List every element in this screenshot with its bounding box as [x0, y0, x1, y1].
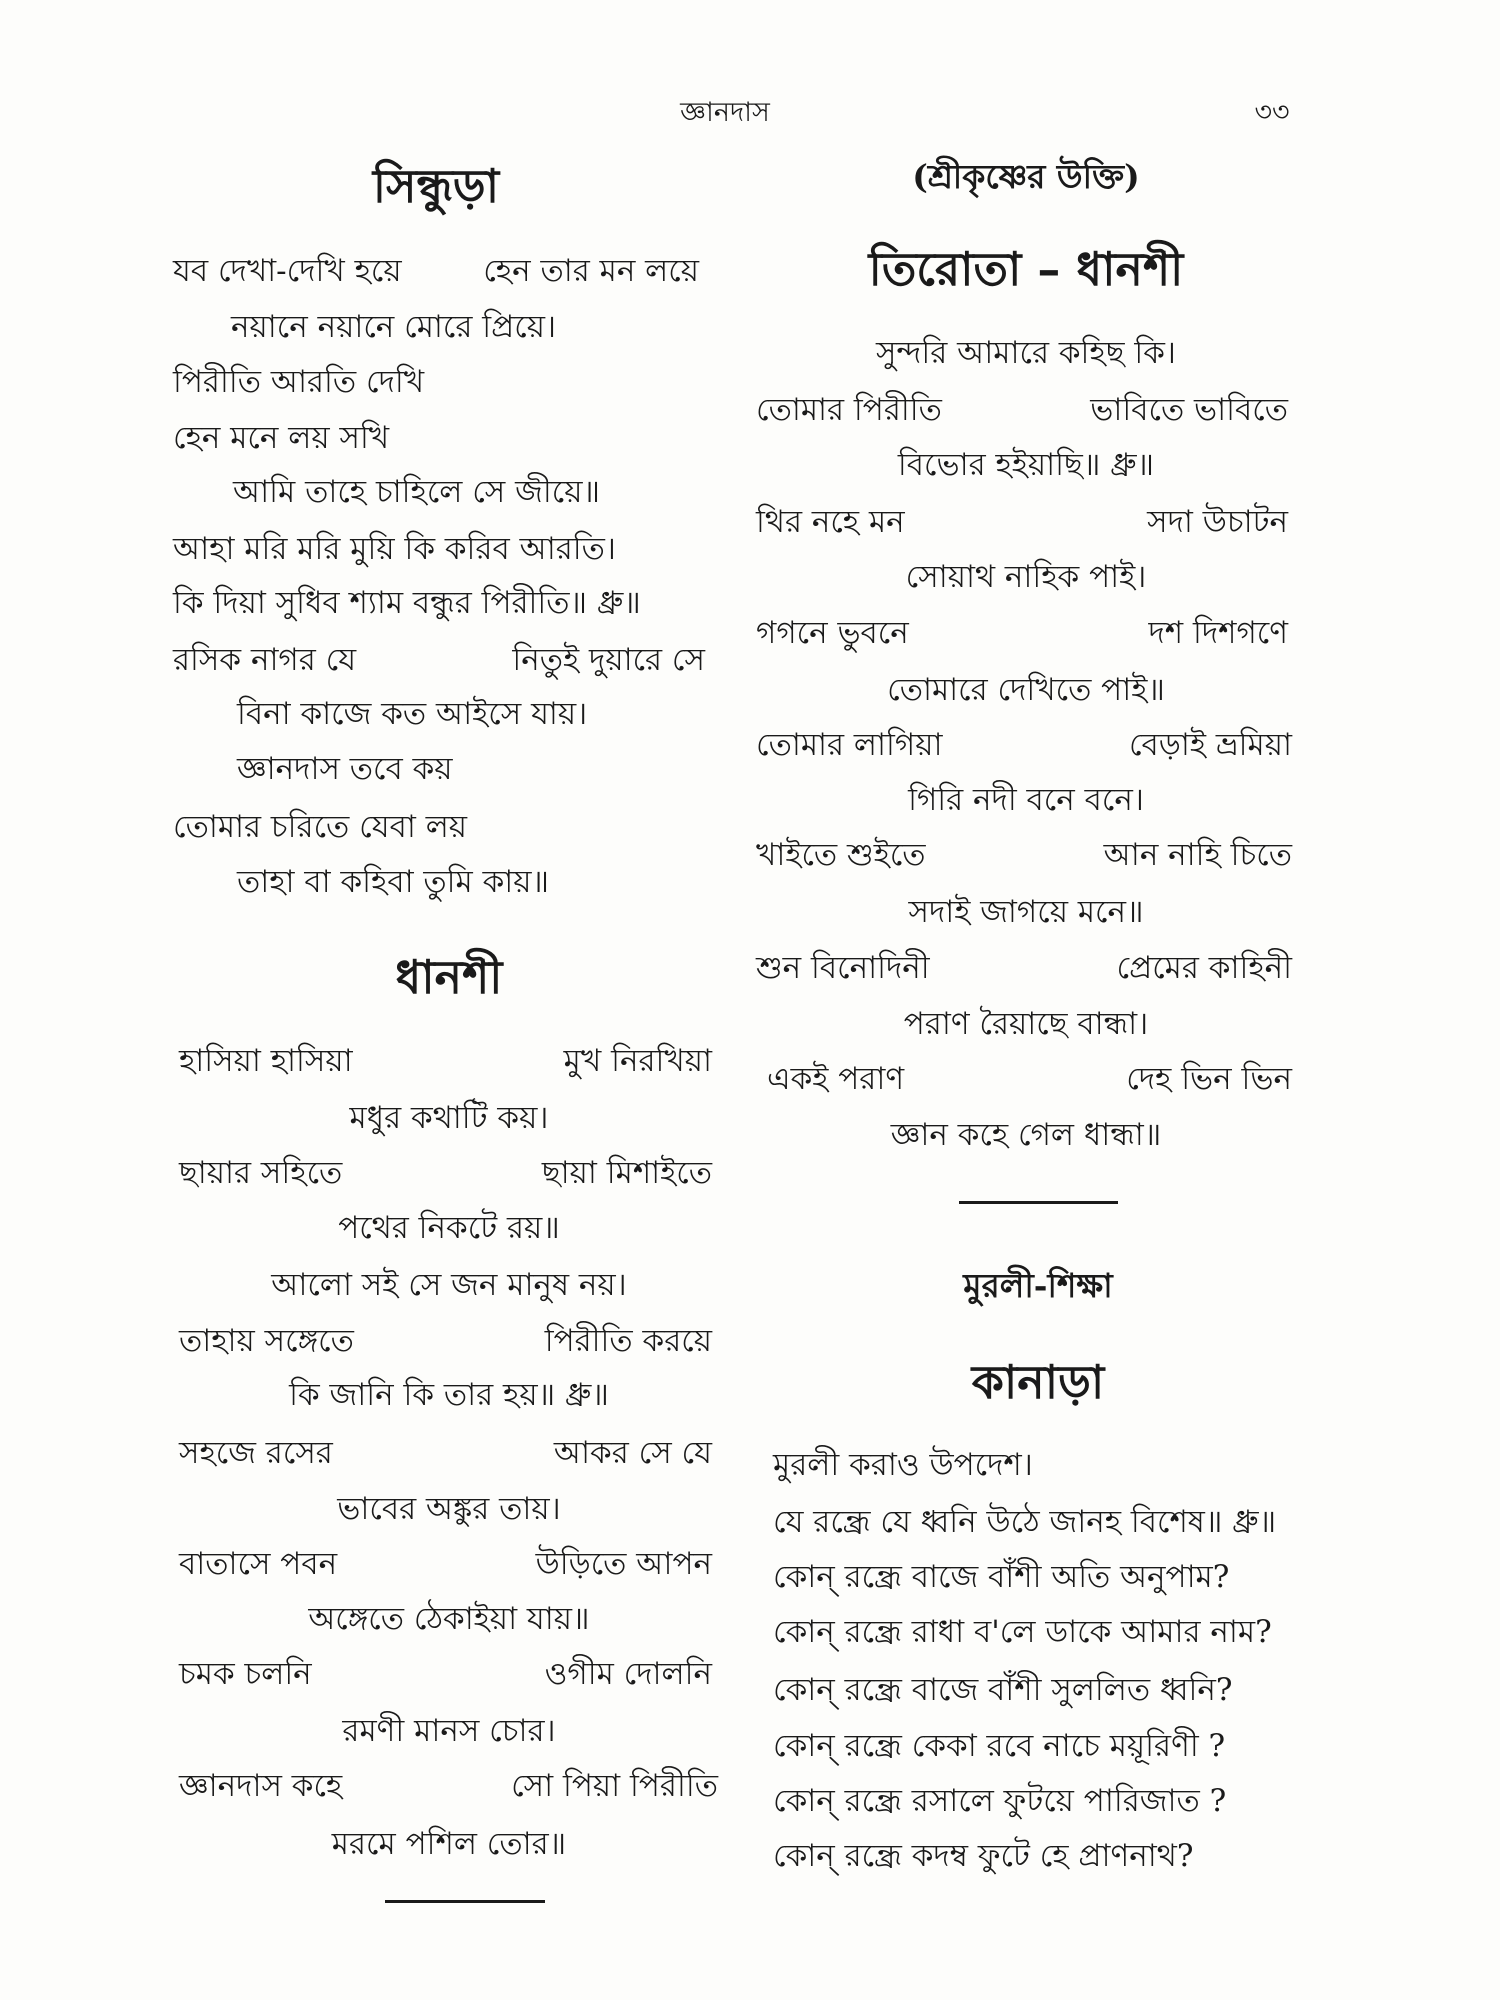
- verse-line: সদাই জাগয়ে মনে॥: [908, 894, 1144, 930]
- verse-line-first-half: সহজে রসের: [179, 1435, 333, 1471]
- section-subtitle: মুরলী-শিক্ষা: [963, 1266, 1113, 1305]
- verse-line-first-half: বাতাসে পবন: [179, 1546, 338, 1582]
- verse-line-first-half: খাইতে শুইতে: [756, 837, 926, 873]
- verse-line-first-half: রসিক নাগর যে: [173, 642, 357, 678]
- section-divider: [959, 1201, 1118, 1204]
- verse-line: কোন্ রন্ধ্রে কেকা রবে নাচে ময়ূরিণী ?: [773, 1728, 1226, 1764]
- verse-line-first-half: হাসিয়া হাসিয়া: [179, 1043, 353, 1079]
- verse-line: কি জানি কি তার হয়॥ ধ্রু॥: [289, 1377, 609, 1413]
- verse-line-second-half: আকর সে যে: [553, 1435, 712, 1471]
- verse-line: মধুর কথাটি কয়।: [349, 1100, 549, 1136]
- page-number: ৩৩: [1254, 97, 1290, 128]
- section-title: ধানশী: [395, 950, 503, 1004]
- verse-line-second-half: সো পিয়া পিরীতি: [511, 1768, 718, 1804]
- verse-line: তাহা বা কহিবা তুমি কায়॥: [237, 864, 550, 900]
- verse-line: কোন্ রন্ধ্রে বাজে বাঁশী সুললিত ধ্বনি?: [773, 1672, 1233, 1708]
- verse-line: নয়ানে নয়ানে মোরে প্রিয়ে।: [231, 309, 557, 345]
- verse-line-second-half: প্রেমের কাহিনী: [1116, 950, 1292, 986]
- verse-line: মুরলী করাও উপদেশ।: [773, 1447, 1033, 1483]
- verse-line-first-half: ছায়ার সহিতে: [179, 1155, 343, 1191]
- verse-line-second-half: মুখ নিরখিয়া: [563, 1043, 712, 1079]
- verse-line-second-half: সদা উচাটন: [1147, 504, 1288, 540]
- verse-line: কি দিয়া সুধিব শ্যাম বন্ধুর পিরীতি॥ ধ্রু॥: [173, 585, 641, 621]
- verse-line: পথের নিকটে রয়॥: [338, 1210, 560, 1246]
- running-title: জ্ঞানদাস: [680, 97, 770, 128]
- verse-line-first-half: যব দেখা-দেখি হয়ে: [173, 253, 402, 289]
- verse-line: রমণী মানস চোর।: [342, 1713, 556, 1749]
- verse-line: অঙ্গেতে ঠেকাইয়া যায়॥: [308, 1601, 590, 1637]
- verse-line-first-half: একই পরাণ: [767, 1061, 905, 1097]
- verse-line: কোন্ রন্ধ্রে রসালে ফুটয়ে পারিজাত ?: [773, 1783, 1227, 1819]
- section-title: তিরোতা – ধানশী: [868, 242, 1184, 296]
- verse-line-second-half: উড়িতে আপন: [535, 1546, 712, 1582]
- section-title: সিন্ধুড়া: [372, 159, 500, 213]
- verse-line: জ্ঞান কহে গেল ধান্ধা॥: [890, 1117, 1162, 1153]
- verse-line-first-half: তাহায় সঙ্গেতে: [179, 1323, 354, 1359]
- verse-line-first-half: চমক চলনি: [179, 1656, 312, 1692]
- verse-line: গিরি নদী বনে বনে।: [908, 782, 1144, 818]
- verse-line-second-half: ভাবিতে ভাবিতে: [1090, 392, 1288, 428]
- verse-line-first-half: গগনে ভুবনে: [756, 615, 909, 651]
- verse-line: হেন মনে লয় সখি: [173, 420, 390, 456]
- verse-line-first-half: জ্ঞানদাস কহে: [179, 1768, 343, 1804]
- verse-line: মরমে পশিল তোর॥: [331, 1826, 567, 1862]
- verse-line: কোন্ রন্ধ্রে কদম্ব ফুটে হে প্রাণনাথ?: [773, 1838, 1194, 1874]
- verse-line: বিভোর হইয়াছি॥ ধ্রু॥: [897, 447, 1155, 483]
- verse-line: জ্ঞানদাস তবে কয়: [237, 751, 453, 787]
- verse-line-first-half: থির নহে মন: [756, 504, 905, 540]
- verse-line-second-half: দশ দিশগণে: [1148, 615, 1288, 651]
- verse-line-second-half: বেড়াই ভ্রমিয়া: [1128, 727, 1292, 763]
- verse-line-first-half: তোমার লাগিয়া: [756, 727, 943, 763]
- verse-line-first-half: তোমার পিরীতি: [756, 392, 942, 428]
- verse-line: আমি তাহে চাহিলে সে জীয়ে॥: [233, 474, 600, 510]
- verse-line: তোমার চরিতে যেবা লয়: [173, 809, 468, 845]
- verse-line-second-half: ছায়া মিশাইতে: [541, 1155, 712, 1191]
- verse-line: ভাবের অঙ্কুর তায়।: [337, 1491, 561, 1527]
- section-title: কানাড়া: [971, 1355, 1105, 1409]
- verse-line-second-half: হেন তার মন লয়ে: [483, 253, 699, 289]
- verse-line: পরাণ রৈয়াছে বান্ধা।: [903, 1006, 1149, 1042]
- verse-line-second-half: আন নাহি চিতে: [1103, 837, 1292, 873]
- section-divider: [385, 1900, 545, 1903]
- verse-line: তোমারে দেখিতে পাই॥: [887, 672, 1165, 708]
- verse-line: বিনা কাজে কত আইসে যায়।: [237, 696, 588, 732]
- verse-line-first-half: শুন বিনোদিনী: [756, 950, 930, 986]
- verse-line: সোয়াথ নাহিক পাই।: [905, 559, 1147, 595]
- verse-line: যে রন্ধ্রে যে ধ্বনি উঠে জানহ বিশেষ॥ ধ্রু॥: [773, 1504, 1277, 1540]
- verse-line: আহা মরি মরি মুয়ি কি করিব আরতি।: [173, 531, 617, 567]
- verse-line-second-half: দেহ ভিন ভিন: [1126, 1061, 1292, 1097]
- verse-line-second-half: পিরীতি করয়ে: [544, 1323, 712, 1359]
- verse-line-second-half: নিতুই দুয়ারে সে: [512, 642, 705, 678]
- verse-line: কোন্ রন্ধ্রে রাধা ব'লে ডাকে আমার নাম?: [773, 1614, 1272, 1650]
- verse-line: সুন্দরি আমারে কহিছ কি।: [876, 335, 1176, 371]
- verse-line: কোন্ রন্ধ্রে বাজে বাঁশী অতি অনুপাম?: [773, 1559, 1230, 1595]
- verse-line: পিরীতি আরতি দেখি: [173, 364, 425, 400]
- section-subtitle: (শ্রীকৃষ্ণের উক্তি): [912, 157, 1140, 196]
- verse-line: আলো সই সে জন মানুষ নয়।: [271, 1267, 627, 1303]
- verse-line-second-half: ওগীম দোলনি: [544, 1656, 712, 1692]
